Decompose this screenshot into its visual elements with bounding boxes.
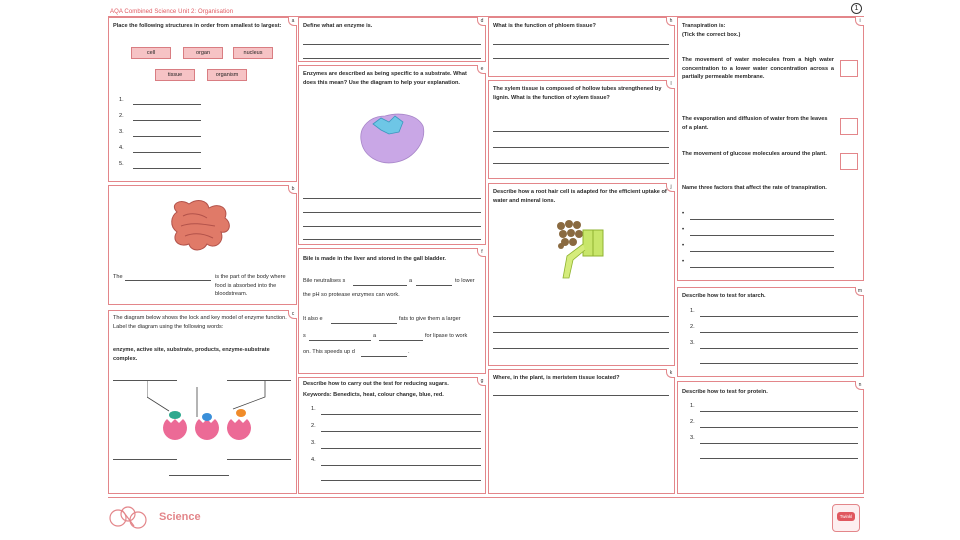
- bile-line-4a: It also e: [303, 316, 323, 322]
- page-number: 1: [851, 3, 862, 14]
- tag-e: e: [477, 65, 486, 74]
- answer-line[interactable]: [700, 411, 858, 412]
- step-number-1: 1.: [690, 403, 695, 409]
- answer-line[interactable]: [303, 212, 481, 213]
- box-e: [298, 65, 486, 245]
- answer-line[interactable]: [133, 120, 201, 121]
- enzyme-substrate-illustration: [355, 106, 427, 166]
- option-1: The movement of water molecules from a high water concentration to a lower water concentration across a partially permeable membrane.: [682, 57, 834, 81]
- answer-line[interactable]: [493, 332, 669, 333]
- step-number-1: 1.: [690, 308, 695, 314]
- subject-label: Science: [159, 511, 201, 523]
- answer-line[interactable]: [321, 414, 481, 415]
- question-n: Describe how to test for protein.: [682, 389, 768, 395]
- tag-k: k: [666, 369, 675, 378]
- answer-line[interactable]: [493, 163, 669, 164]
- order-number-3: 3.: [119, 129, 124, 135]
- blank-line[interactable]: [416, 285, 452, 286]
- question-m: Describe how to test for starch.: [682, 293, 766, 299]
- answer-line[interactable]: [700, 316, 858, 317]
- tag-c: c: [288, 310, 297, 319]
- answer-line[interactable]: [303, 226, 481, 227]
- blank-line[interactable]: [353, 285, 407, 286]
- blank-line[interactable]: [379, 340, 423, 341]
- option-2: The evaporation and diffusion of water from the leaves of a plant.: [682, 116, 828, 131]
- question-j: Describe how a root hair cell is adapted for the efficient uptake of water and mineral ions.: [493, 189, 667, 204]
- answer-line[interactable]: [303, 198, 481, 199]
- answer-line[interactable]: [493, 44, 669, 45]
- question-xylem: The xylem tissue is composed of hollow tubes strengthened by lignin. What is the function of xylem tissue?: [493, 86, 662, 101]
- tag-n: n: [855, 381, 864, 390]
- keywords-g: Keywords: Benedicts, heat, colour change, blue, red.: [303, 392, 444, 398]
- tag-b: b: [288, 185, 297, 194]
- question-d: Define what an enzyme is.: [303, 23, 373, 29]
- chip-cell[interactable]: cell: [131, 47, 171, 59]
- label-line[interactable]: [227, 459, 291, 460]
- bile-line-2b: a: [409, 278, 413, 284]
- answer-line[interactable]: [700, 427, 858, 428]
- box-xylem: [488, 80, 675, 179]
- bullet-3: •: [682, 243, 685, 249]
- step-number-4: 4.: [311, 457, 316, 463]
- answer-line[interactable]: [493, 58, 669, 59]
- answer-line[interactable]: [493, 147, 669, 148]
- box-h: [488, 17, 675, 77]
- sentence-start: The: [113, 274, 123, 280]
- box-g: [298, 377, 486, 494]
- answer-line[interactable]: [133, 168, 201, 169]
- tag-h: h: [666, 17, 675, 26]
- answer-line[interactable]: [690, 219, 834, 220]
- tag-i: i: [855, 17, 864, 26]
- order-number-5: 5.: [119, 161, 124, 167]
- option-3: The movement of glucose molecules around the plant.: [682, 151, 827, 157]
- tag-j: j: [666, 183, 675, 192]
- bile-line-3: the pH so protease enzymes can work.: [303, 292, 400, 298]
- answer-line[interactable]: [133, 152, 201, 153]
- answer-line[interactable]: [700, 458, 858, 459]
- question-g: Describe how to carry out the test for reducing sugars.: [303, 381, 449, 387]
- factors-question: Name three factors that affect the rate of transpiration.: [682, 185, 827, 191]
- answer-line[interactable]: [303, 58, 481, 59]
- answer-line[interactable]: [321, 448, 481, 449]
- answer-line[interactable]: [133, 136, 201, 137]
- answer-line[interactable]: [700, 363, 858, 364]
- bile-line-6b: .: [408, 349, 410, 355]
- label-line[interactable]: [169, 475, 229, 476]
- bile-line-5a: s: [303, 333, 306, 339]
- bile-line-5b: a: [373, 333, 377, 339]
- tick-box-3[interactable]: [840, 153, 858, 170]
- tick-box-2[interactable]: [840, 118, 858, 135]
- bullet-4: •: [682, 259, 685, 265]
- tag-g: g: [477, 377, 486, 386]
- bullet-1: •: [682, 211, 685, 217]
- chip-tissue[interactable]: tissue: [155, 69, 195, 81]
- answer-line[interactable]: [321, 465, 481, 466]
- step-number-3: 3.: [690, 435, 695, 441]
- answer-line[interactable]: [321, 480, 481, 481]
- answer-line[interactable]: [321, 431, 481, 432]
- tick-box-1[interactable]: [840, 60, 858, 77]
- step-number-1: 1.: [311, 406, 316, 412]
- step-number-2: 2.: [690, 324, 695, 330]
- question-c: The diagram below shows the lock and key model of enzyme function. Label the diagram using the following words:: [113, 315, 287, 330]
- label-line[interactable]: [113, 459, 177, 460]
- tag-l: l: [666, 80, 675, 89]
- bile-line-1: Bile is made in the liver and stored in the gall bladder.: [303, 256, 446, 262]
- box-d: [298, 17, 486, 62]
- answer-line[interactable]: [700, 443, 858, 444]
- chip-organism[interactable]: organism: [207, 69, 247, 81]
- answer-line[interactable]: [303, 239, 481, 240]
- lock-and-key-diagram: [147, 381, 267, 451]
- answer-line[interactable]: [125, 280, 211, 281]
- transpiration-title: Transpiration is:: [682, 23, 726, 29]
- small-intestine-illustration: [163, 196, 243, 256]
- answer-line[interactable]: [133, 104, 201, 105]
- box-c: [108, 310, 297, 494]
- step-number-2: 2.: [311, 423, 316, 429]
- answer-line[interactable]: [700, 332, 858, 333]
- question-k: Where, in the plant, is meristem tissue located?: [493, 375, 620, 381]
- step-number-3: 3.: [690, 340, 695, 346]
- answer-line[interactable]: [493, 131, 669, 132]
- box-a: [108, 17, 297, 182]
- blank-line[interactable]: [309, 340, 371, 341]
- blank-line[interactable]: [331, 323, 397, 324]
- question-a: Place the following structures in order from smallest to largest:: [113, 23, 282, 29]
- bile-line-6a: on. This speeds up d: [303, 349, 355, 355]
- box-b: [108, 185, 297, 305]
- answer-line[interactable]: [303, 44, 481, 45]
- blank-line[interactable]: [361, 356, 407, 357]
- order-number-1: 1.: [119, 97, 124, 103]
- tag-m: m: [855, 287, 864, 296]
- bile-line-2c: to lower: [455, 278, 475, 284]
- tag-a: a: [288, 17, 297, 26]
- bile-line-2a: Bile neutralises s: [303, 278, 346, 284]
- answer-line[interactable]: [690, 267, 834, 268]
- box-k: [488, 369, 675, 494]
- step-number-3: 3.: [311, 440, 316, 446]
- question-e: Enzymes are described as being specific to a substrate. What does this mean? Use the diagram to help your explanation.: [303, 71, 467, 86]
- answer-line[interactable]: [493, 395, 669, 396]
- keywords-c: enzyme, active site, substrate, products, enzyme-substrate complex.: [113, 347, 270, 362]
- order-number-2: 2.: [119, 113, 124, 119]
- bottom-divider: [108, 497, 864, 498]
- step-number-2: 2.: [690, 419, 695, 425]
- answer-line[interactable]: [493, 316, 669, 317]
- box-i: [677, 17, 864, 281]
- chip-organ[interactable]: organ: [183, 47, 223, 59]
- answer-line[interactable]: [700, 348, 858, 349]
- tag-d: d: [477, 17, 486, 26]
- question-h: What is the function of phloem tissue?: [493, 23, 596, 29]
- transpiration-instruction: (Tick the correct box.): [682, 32, 741, 38]
- sentence-end: is the part of the body where food is absorbed into the bloodstream.: [215, 274, 286, 298]
- bile-line-4b: fats to give them a larger: [399, 316, 461, 322]
- chip-nucleus[interactable]: nucleus: [233, 47, 273, 59]
- root-hair-cell-illustration: [553, 216, 613, 282]
- twinkl-badge-label: Twinkl: [837, 512, 855, 521]
- worksheet-title: AQA Combined Science Unit 2: Organisation: [110, 9, 234, 15]
- answer-line[interactable]: [690, 251, 834, 252]
- twinkl-badge: [832, 504, 860, 532]
- answer-line[interactable]: [690, 235, 834, 236]
- box-f: [298, 248, 486, 374]
- box-j: [488, 183, 675, 366]
- box-m: [677, 287, 864, 377]
- answer-line[interactable]: [493, 348, 669, 349]
- bullet-2: •: [682, 227, 685, 233]
- science-logo-icon: [106, 504, 152, 532]
- order-number-4: 4.: [119, 145, 124, 151]
- tag-f: f: [477, 248, 486, 257]
- box-n: [677, 381, 864, 494]
- bile-line-5c: for lipase to work: [425, 333, 468, 339]
